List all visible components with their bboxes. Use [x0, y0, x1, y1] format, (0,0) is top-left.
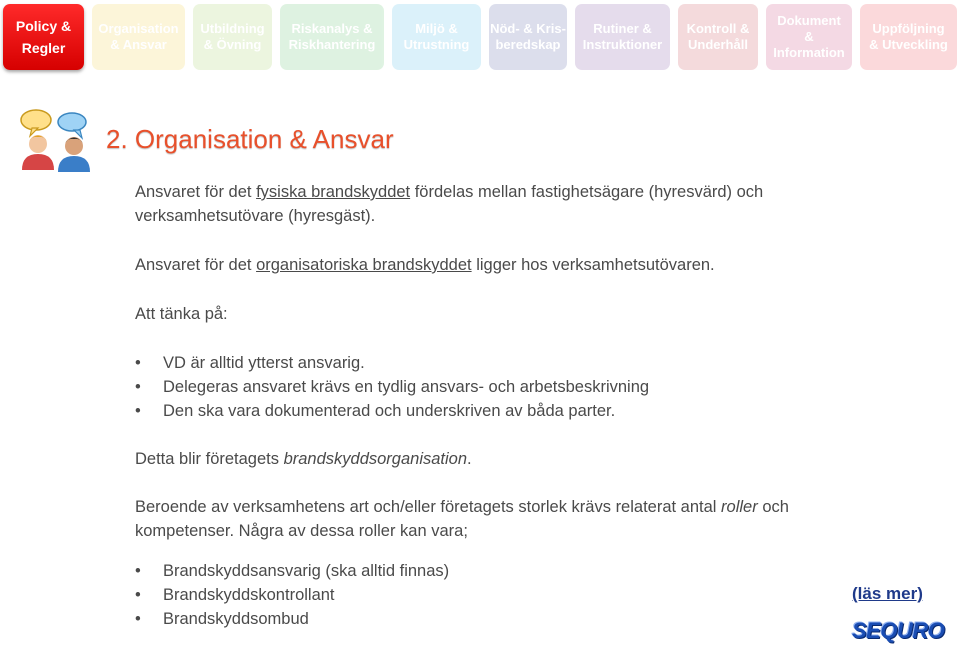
tab-riskanalys-riskhantering[interactable]: Riskanalys & Riskhantering — [280, 4, 384, 70]
list-item: • Brandskyddsombud — [135, 607, 825, 631]
read-more-link[interactable]: (läs mer) — [852, 584, 923, 603]
tab-uppfoljning-utveckling[interactable]: Uppföljning & Utveckling — [860, 4, 957, 70]
page-title: 2. Organisation & Ansvar — [106, 124, 394, 154]
list-item: • Delegeras ansvaret krävs en tydlig ansvars- och arbetsbeskrivning — [135, 375, 825, 399]
text: Beroende av verksamhetens art och/eller företagets storlek krävs relaterat antal — [135, 498, 722, 516]
list-item: • Brandskyddsansvarig (ska alltid finnas) — [135, 559, 825, 583]
people-talking-icon — [14, 108, 104, 174]
responsibility-list — [135, 351, 825, 423]
text: . — [467, 450, 472, 468]
text: Ansvaret för det — [135, 256, 257, 274]
paragraph-organisation — [135, 447, 825, 471]
think-about-heading: Att tänka på: — [135, 305, 228, 323]
text: roller — [721, 498, 758, 516]
paragraph-physical-fire-safety — [135, 180, 795, 228]
tab-rutiner-instruktioner[interactable]: Rutiner & Instruktioner — [575, 4, 670, 70]
roles-list — [135, 559, 825, 631]
list-item: • Brandskyddskontrollant — [135, 583, 825, 607]
list-item: • Den ska vara dokumenterad och underskriven av båda parter. — [135, 399, 825, 423]
physical-fire-safety-link[interactable]: fysiska brandskyddet — [256, 183, 411, 201]
list-item: • VD är alltid ytterst ansvarig. — [135, 351, 825, 375]
tab-dokument-information[interactable]: Dokument & Information — [766, 4, 852, 70]
paragraph-organizational-fire-safety — [135, 253, 825, 277]
text: och kompetenser. Några av dessa roller kan vara; — [135, 498, 789, 540]
top-navigation — [0, 4, 960, 72]
text: fördelas mellan fastighetsägare (hyresvärd) och verksamhetsutövare (hyresgäst). — [135, 183, 764, 225]
tab-organisation-ansvar[interactable]: Organisation & Ansvar — [92, 4, 185, 70]
text: Ansvaret för det — [135, 183, 257, 201]
paragraph-roles — [135, 495, 825, 543]
organizational-fire-safety-link[interactable]: organisatoriska brandskyddet — [256, 256, 472, 274]
tab-policy-regler[interactable]: Policy & Regler — [3, 4, 84, 70]
text: ligger hos verksamhetsutövaren. — [471, 256, 715, 274]
text: Detta blir företagets — [135, 450, 284, 468]
text: brandskyddsorganisation — [283, 450, 468, 468]
tab-nod-krisberedskap[interactable]: Nöd- & Kris- beredskap — [489, 4, 567, 70]
main-content — [135, 180, 825, 631]
tab-kontroll-underhall[interactable]: Kontroll & Underhåll — [678, 4, 758, 70]
tab-miljo-utrustning[interactable]: Miljö & Utrustning — [392, 4, 481, 70]
tab-utbildning-ovning[interactable]: Utbildning & Övning — [193, 4, 272, 70]
sequro-logo: SEQURO — [852, 618, 945, 643]
